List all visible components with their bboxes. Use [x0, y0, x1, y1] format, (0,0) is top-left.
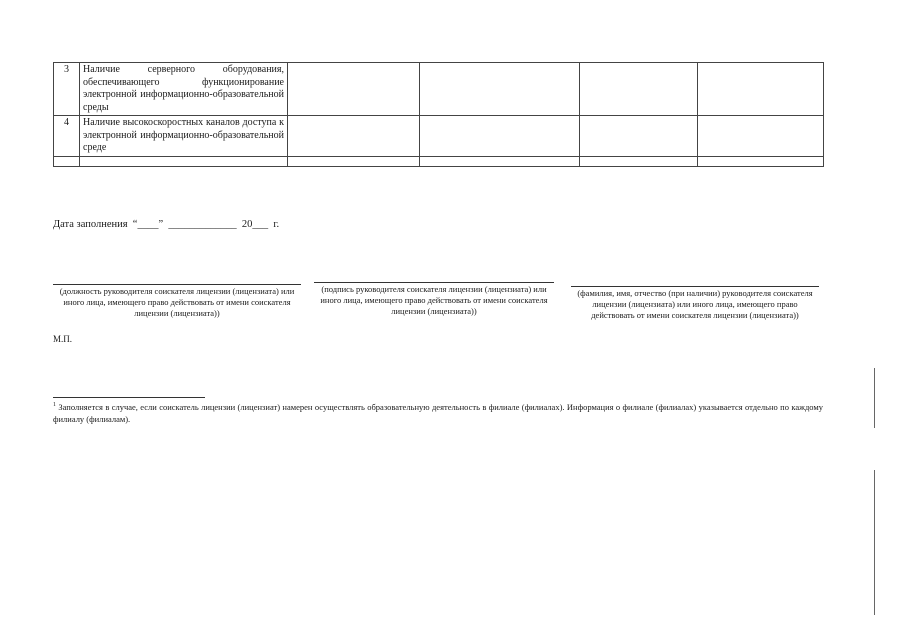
empty-cell: [698, 116, 824, 157]
row-text: Наличие высокоскоростных каналов доступа к электронной информационно-образовательной среде: [80, 116, 288, 157]
signature-caption-position: (должность руководителя соискателя лицензии (лицензиата) или иного лица, имеющего право действовать от имени соискателя лицензии (лицензиата)): [59, 286, 295, 318]
day-blank[interactable]: ____: [137, 219, 159, 230]
date-close-quote: ”: [158, 219, 164, 230]
signature-line-position[interactable]: [53, 284, 301, 285]
empty-cell: [54, 156, 80, 166]
footnote-divider: [53, 397, 205, 398]
empty-cell: [288, 63, 420, 116]
stamp-label: М.П.: [53, 334, 73, 344]
empty-cell: [420, 63, 580, 116]
empty-cell: [580, 116, 698, 157]
empty-cell: [420, 116, 580, 157]
row-number: 3: [54, 63, 80, 116]
row-number: 4: [54, 116, 80, 157]
footnote: [53, 399, 823, 425]
empty-cell: [80, 156, 288, 166]
empty-cell: [580, 63, 698, 116]
requirements-table: [53, 62, 824, 167]
empty-cell: [698, 63, 824, 116]
month-blank[interactable]: _____________: [168, 219, 237, 230]
table-row-blank: [54, 156, 824, 166]
signature-caption-name: (фамилия, имя, отчество (при наличии) руководителя соискателя лицензии (лицензиата) или иного лица, имеющего право действовать от имени соискателя лицензии (лицензиата)): [577, 288, 813, 320]
empty-cell: [288, 116, 420, 157]
signature-line-name[interactable]: [571, 286, 819, 287]
footnote-marker: 1: [53, 402, 56, 408]
empty-cell: [698, 156, 824, 166]
signature-line-signature[interactable]: [314, 282, 554, 283]
date-line: [53, 219, 279, 230]
scan-edge-mark: [874, 368, 875, 428]
date-open-quote: “: [132, 219, 138, 230]
footnote-text: Заполняется в случае, если соискатель лицензии (лицензиат) намерен осуществлять образовательную деятельность в филиале (филиалах). Информация о филиале (филиалах) указывается отдельно по каждому филиалу (филиалам).: [53, 401, 824, 424]
date-label: Дата заполнения: [53, 219, 128, 230]
table-row: [54, 116, 824, 157]
year-prefix: 20: [241, 219, 253, 230]
signature-caption-signature: (подпись руководителя соискателя лицензии (лицензиата) или иного лица, имеющего право действовать от имени соискателя лицензии (лицензиата)): [320, 284, 548, 316]
scan-edge-mark: [874, 470, 875, 615]
year-blank[interactable]: ___: [252, 219, 269, 230]
empty-cell: [420, 156, 580, 166]
row-text: Наличие серверного оборудования, обеспечивающего функционирование электронной информационно-образовательной среды: [80, 63, 288, 116]
year-suffix: г.: [273, 219, 280, 230]
table-row: [54, 63, 824, 116]
empty-cell: [288, 156, 420, 166]
empty-cell: [580, 156, 698, 166]
